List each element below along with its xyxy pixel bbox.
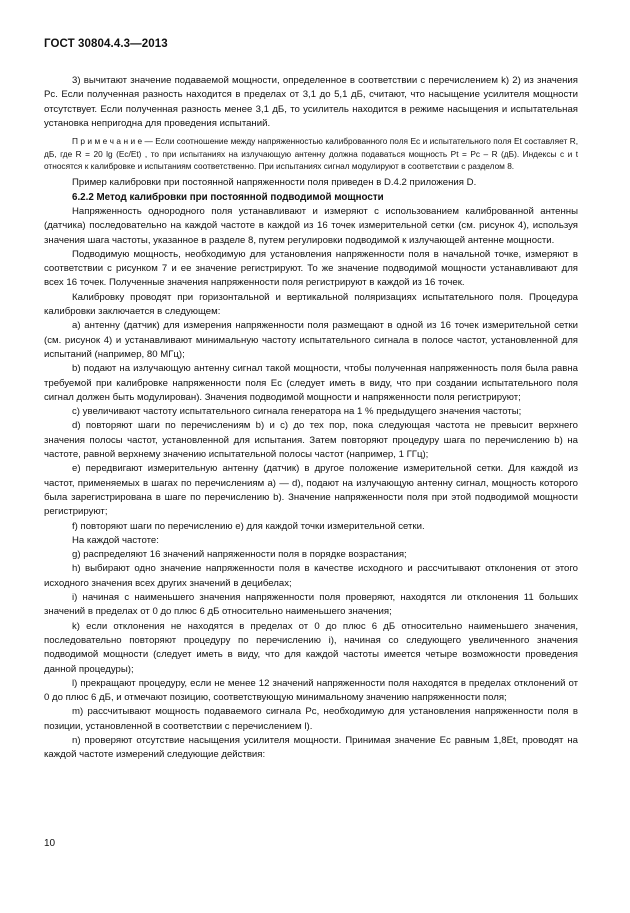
paragraph-intro: Напряженность однородного поля устанавливают и измеряют с использованием калиброванной антенны (датчика) последовательно на каждой частоте в каждой из 16 точек измерительной сетки (см. рисунок 4), используя значения шага частоты, указанное в разделе 8, путем регулировки подводимой к излучающей антенне мощности. [44, 206, 578, 246]
paragraph-step-3: 3) вычитают значение подаваемой мощности, определенное в соответствии с перечислением k) 2) из значения Pc. Если полученная разность находится в пределах от 3,1 до 5,1 дБ, считают, что насыщение усилителя мощности отсутствует. Если полученная разность менее 3,1 дБ, то усилитель находится в режиме насыщения и испытательная установка непригодна для проведения испытаний. [44, 75, 578, 129]
list-item-e: e) передвигают измерительную антенну (датчик) в другое положение измерительной сетки. Для каждой из частот, применяемых в шагах по перечислениям a) — d), подают на излучающую антенну сигнал, мощность которого была зарегистрирована в шаге по перечислению b). Значение напряженности поля при этой подводимой мощности регистрируют; [44, 463, 578, 518]
document-header: ГОСТ 30804.4.3—2013 [44, 38, 168, 50]
list-item-a: a) антенну (датчик) для измерения напряженности поля размещают в одной из 16 точек измерительной сетки (см. рисунок 4) и устанавливают минимальную частоту испытательного сигнала в полосе частот, установленной для испытаний (например, 80 МГц); [44, 320, 578, 360]
list-item-d: d) повторяют шаги по перечислениям b) и c) до тех пор, пока следующая частота не превысит верхнего значения полосы частот, установленной для испытания. Затем повторяют процедуру шага по перечислению b) на частоте, равной верхнему значению испытательной полосы частот (например, 1 ГГц); [44, 420, 578, 461]
page-number: 10 [44, 838, 56, 849]
list-item-f: f) повторяют шаги по перечислению e) для каждой точки измерительной сетки. [72, 520, 425, 532]
list-item-h: h) выбирают одно значение напряженности поля в качестве исходного и рассчитывают отклонения от этого исходного значения всех других значений в децибелах; [44, 563, 578, 589]
list-item-i: i) начиная с наименьшего значения напряженности поля проверяют, находятся ли отклонения 11 больших значений в пределах от 0 до плюс 6 дБ относительно наименьшего значения; [44, 592, 578, 618]
list-item-n: n) проверяют отсутствие насыщения усилителя мощности. Принимая значение Ec равным 1,8Et, проводят на каждой частоте измерений следующие действия: [44, 734, 578, 761]
list-item-b: b) подают на излучающую антенну сигнал такой мощности, чтобы полученная напряженность поля была равна требуемой при калибровке напряженности поля Ec (следует иметь в виду, что при создании испытательного поля сигнал должен быть модулирован). Значения подводимой мощности и напряженности поля регистрируют; [44, 363, 578, 403]
document-page [44, 38, 578, 763]
note-paragraph: П р и м е ч а н и е — Если соотношение между напряженностью калиброванного поля Ec и испытательного поля Et составляет R, дБ, где R = 20 lg (Ec/Et) , то при испытаниях на излучающую антенну должна подаваться мощность Pt = Pc – R (дБ). Индексы с и t относятся к калибровке и испытаниям соответственно. При испытаниях сигнал модулируют в соответствии с разделом 8. [44, 136, 578, 171]
section-heading-6-2-2: 6.2.2 Метод калибровки при постоянной подводимой мощности [72, 191, 384, 203]
list-item-g: g) распределяют 16 значений напряженности поля в порядке возрастания; [72, 549, 407, 561]
paragraph-each-frequency: На каждой частоте: [72, 534, 159, 546]
list-item-m: m) рассчитывают мощность подаваемого сигнала Pc, необходимую для установления напряженности поля в позиции, установленной в соответствии с перечислением l). [44, 706, 578, 732]
list-item-k: k) если отклонения не находятся в пределах от 0 до плюс 6 дБ относительно наименьшего значения, последовательно повторяют процедуру по перечислению i), начиная со следующего увеличенного значения подводимой мощности (следует иметь в виду, что для каждой частоты имеется четыре возможности проведения данной процедуры); [44, 620, 578, 675]
list-item-l: l) прекращают процедуру, если не менее 12 значений напряженности поля находятся в пределах отклонений от 0 до плюс 6 дБ, и отмечают позицию, соответствующую минимальному значению напряженности поля; [44, 677, 578, 704]
paragraph-procedure: Калибровку проводят при горизонтальной и вертикальной поляризациях испытательного поля. Процедура калибровки заключается в следующем: [44, 291, 578, 318]
list-item-c: c) увеличивают частоту испытательного сигнала генератора на 1 % предыдущего значения частоты; [72, 406, 522, 418]
paragraph-power: Подводимую мощность, необходимую для установления напряженности поля в начальной точке, измеряют в соответствии с рисунком 7 и ее значение регистрируют. То же значение подводимой мощности устанавливают для всех 16 точек. Полученные значения напряженности поля регистрируют в каждой из 16 точек. [44, 248, 578, 289]
paragraph-example-ref: Пример калибровки при постоянной напряженности поля приведен в D.4.2 приложения D. [72, 177, 477, 189]
